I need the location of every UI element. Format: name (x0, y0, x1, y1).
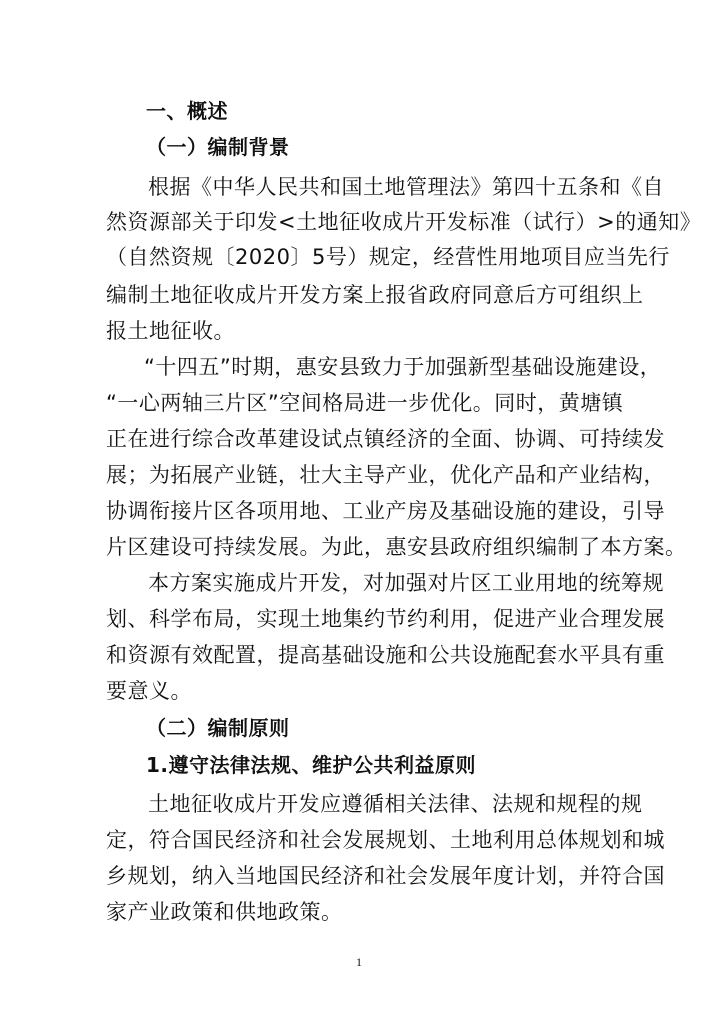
paragraph-line: （ 自 然 资 规 〔 2 0 2 0 〕 5 号 ） 规 定 ， 经 营 性 用 地 项 目 应 当 先 行 (106, 245, 670, 269)
paragraph-line: 和 资 源 有 效 配 置 ， 提 高 基 础 设 施 和 公 共 设 施 配 套 水 平 具 有 重 (106, 643, 665, 667)
principle-heading: 1.遵守法律法规、维护公共利益原则 (146, 753, 477, 777)
subsection-heading: （二）编制原则 (146, 716, 290, 740)
paragraph-line: 划 、 科 学 布 局 ， 实 现 土 地 集 约 节 约 利 用 ， 促 进 产 业 合 理 发 展 (106, 607, 665, 631)
paragraph-line: 正 在 进 行 综 合 改 革 建 设 试 点 镇 经 济 的 全 面 、 协 调 、 可 持 续 发 (106, 427, 665, 451)
paragraph-line: “ 十 四 五 ” 时 期 ， 惠 安 县 致 力 于 加 强 新 型 基 础 设 施 建 设 ， (144, 355, 662, 379)
paragraph-line: 要意义。 (106, 679, 192, 703)
paragraph-line: 家产业政策和供地政策。 (106, 900, 343, 924)
paragraph-line: 展 ； 为 拓 展 产 业 链 ， 壮 大 主 导 产 业 ， 优 化 产 品 和 产 业 结 构 ， (106, 463, 665, 487)
section-heading: 一、概述 (146, 99, 228, 123)
paragraph-line: 本 方 案 实 施 成 片 开 发 ， 对 加 强 对 片 区 工 业 用 地 的 统 筹 规 (148, 571, 664, 595)
paragraph-line: 然 资 源 部 关 于 印 发 < 土 地 征 收 成 片 开 发 标 准 （ 试 行 ） > 的 通 知 》 (106, 210, 702, 234)
paragraph-line: 片 区 建 设 可 持 续 发 展 。 为 此 ， 惠 安 县 政 府 组 织 编 制 了 本 方 案 。 (106, 535, 687, 559)
paragraph-line: “ 一 心 两 轴 三 片 区 ” 空 间 格 局 进 一 步 优 化 。 同 时 ， 黄 塘 镇 (106, 391, 624, 415)
paragraph-line: 根 据 《 中 华 人 民 共 和 国 土 地 管 理 法 》 第 四 十 五 条 和 《 自 (148, 175, 664, 199)
subsection-heading: （一）编制背景 (146, 135, 290, 159)
paragraph-line: 报土地征收。 (106, 319, 235, 343)
paragraph-line: 协 调 衔 接 片 区 各 项 用 地 、 工 业 产 房 及 基 础 设 施 的 建 设 ， 引 导 (106, 499, 665, 523)
paragraph-line: 土 地 征 收 成 片 开 发 应 遵 循 相 关 法 律 、 法 规 和 规 程 的 规 (148, 792, 643, 816)
page-number: 1 (356, 955, 362, 969)
paragraph-line: 编 制 土 地 征 收 成 片 开 发 方 案 上 报 省 政 府 同 意 后 方 可 组 织 上 (106, 283, 644, 307)
paragraph-line: 乡 规 划 ， 纳 入 当 地 国 民 经 济 和 社 会 发 展 年 度 计 划 ， 并 符 合 国 (106, 864, 665, 888)
paragraph-line: 定 ， 符 合 国 民 经 济 和 社 会 发 展 规 划 、 土 地 利 用 总 体 规 划 和 城 (106, 828, 665, 852)
